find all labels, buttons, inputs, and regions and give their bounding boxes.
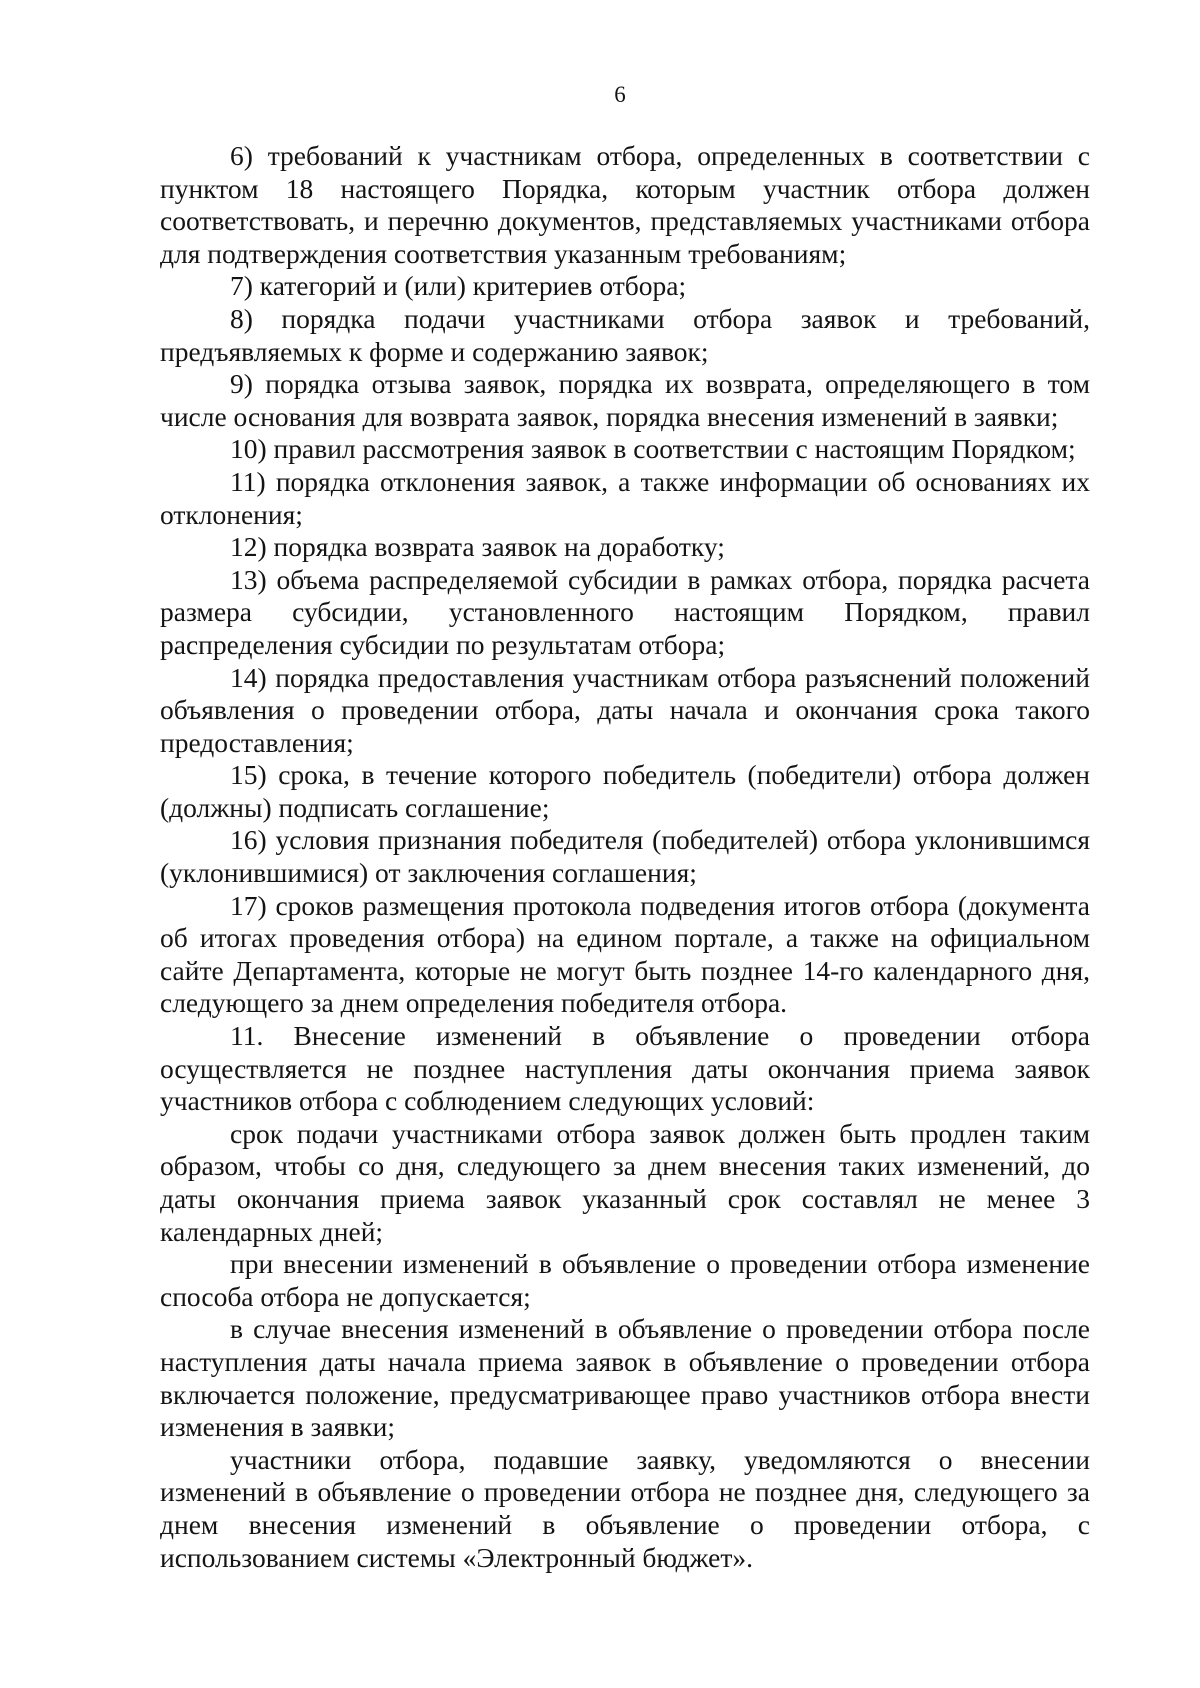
page-number: 6 — [614, 82, 626, 107]
paragraph-item-17: 17) сроков размещения протокола подведения итогов отбора (документа об итогах проведения отбора) на едином портале, а также на официальном сайте Департамента, которые не могут быть позднее 14-го календарного дня, следующего за днем определения победителя отбора. — [160, 889, 1090, 1019]
paragraph-item-12: 12) порядка возврата заявок на доработку; — [230, 531, 725, 563]
condition-paragraph-method: при внесении изменений в объявление о проведении отбора изменение способа отбора не допускается; — [160, 1248, 1090, 1312]
condition-paragraph-amendments: в случае внесения изменений в объявление о проведении отбора после наступления даты начала приема заявок в объявление о проведении отбора включается положение, предусматривающее право участников отбора внести изменения в заявки; — [160, 1313, 1090, 1443]
paragraph-item-14: 14) порядка предоставления участникам отбора разъяснений положений объявления о проведении отбора, даты начала и окончания срока такого предоставления; — [160, 661, 1090, 758]
paragraph-item-10: 10) правил рассмотрения заявок в соответствии с настоящим Порядком; — [230, 433, 1076, 465]
paragraph-item-13: 13) объема распределяемой субсидии в рамках отбора, порядка расчета размера субсидии, установленного настоящим Порядком, правил распределения субсидии по результатам отбора; — [160, 563, 1090, 660]
section-11-paragraph: 11. Внесение изменений в объявление о проведении отбора осуществляется не позднее наступления даты окончания приема заявок участников отбора с соблюдением следующих условий: — [160, 1020, 1090, 1117]
paragraph-item-8: 8) порядка подачи участниками отбора заявок и требований, предъявляемых к форме и содержанию заявок; — [160, 302, 1090, 367]
paragraph-item-9: 9) порядка отзыва заявок, порядка их возврата, определяющего в том числе основания для возврата заявок, порядка внесения изменений в заявки; — [160, 368, 1090, 432]
paragraph-item-11: 11) порядка отклонения заявок, а также информации об основаниях их отклонения; — [160, 465, 1090, 530]
paragraph-item-7: 7) категорий и (или) критериев отбора; — [230, 270, 687, 302]
paragraph-item-16: 16) условия признания победителя (победителей) отбора уклонившимся (уклонившимися) от заключения соглашения; — [160, 824, 1090, 889]
paragraph-item-6: 6) требований к участникам отбора, определенных в соответствии с пунктом 18 настоящего Порядка, которым участник отбора должен соответствовать, и перечню документов, представляемых участниками отбора для подтверждения соответствия указанным требованиям; — [160, 140, 1090, 269]
condition-paragraph-notification: участники отбора, подавшие заявку, уведомляются о внесении изменений в объявление о проведении отбора не позднее дня, следующего за днем внесения изменений в объявление о проведении отбора, с использованием системы «Электронный бюджет». — [160, 1443, 1090, 1573]
condition-paragraph-deadline: срок подачи участниками отбора заявок должен быть продлен таким образом, чтобы со дня, следующего за днем внесения таких изменений, до даты окончания приема заявок указанный срок составлял не менее 3 календарных дней; — [160, 1117, 1090, 1247]
paragraph-item-15: 15) срока, в течение которого победитель (победители) отбора должен (должны) подписать соглашение; — [160, 759, 1090, 823]
document-body — [160, 140, 1090, 1574]
